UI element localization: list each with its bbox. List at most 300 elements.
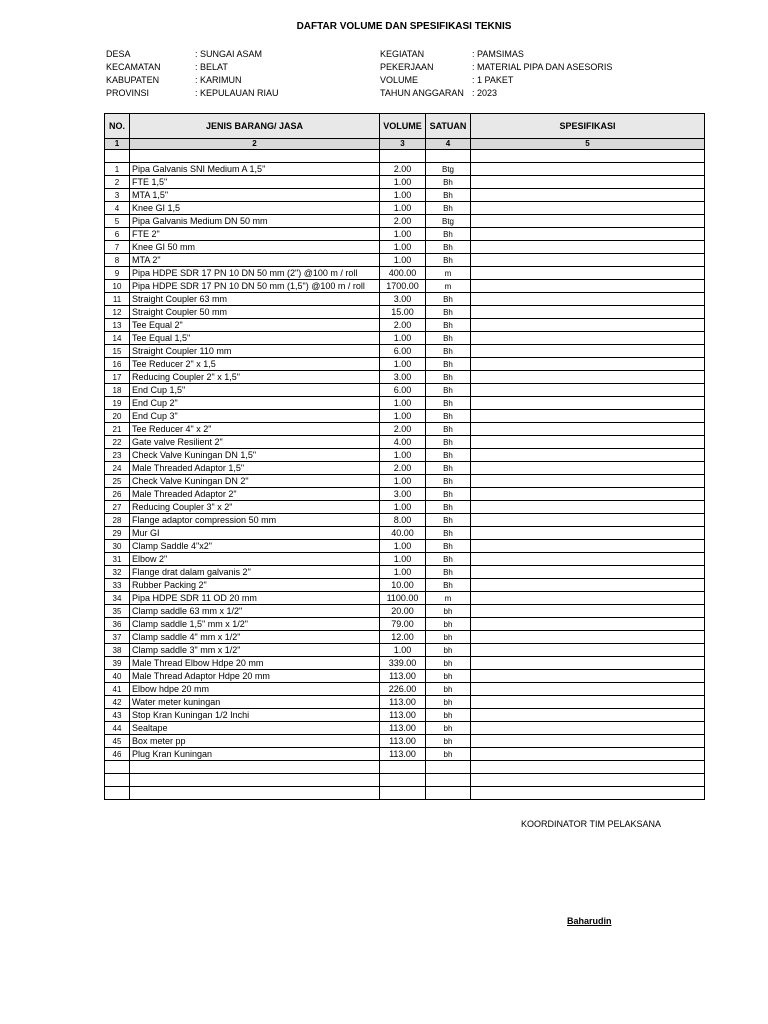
item-volume: 20.00 xyxy=(380,605,426,618)
item-unit: bh xyxy=(426,618,471,631)
row-number: 25 xyxy=(105,475,130,488)
item-volume: 1.00 xyxy=(380,553,426,566)
row-number: 23 xyxy=(105,449,130,462)
item-unit: Bh xyxy=(426,527,471,540)
item-unit: Bh xyxy=(426,514,471,527)
item-unit: Bh xyxy=(426,345,471,358)
item-name: Check Valve Kuningan DN 1,5" xyxy=(130,449,380,462)
row-number: 7 xyxy=(105,241,130,254)
item-spec xyxy=(471,202,705,215)
item-name: Straight Coupler 110 mm xyxy=(130,345,380,358)
row-number: 22 xyxy=(105,436,130,449)
item-name: Elbow 2" xyxy=(130,553,380,566)
table-row xyxy=(105,332,705,345)
table-row xyxy=(105,735,705,748)
item-name: Tee Reducer 4" x 2" xyxy=(130,423,380,436)
meta-value: : SUNGAI ASAM xyxy=(195,49,263,59)
item-volume: 400.00 xyxy=(380,267,426,280)
meta-label: TAHUN ANGGARAN xyxy=(380,88,464,98)
item-name: Gate valve Resilient 2" xyxy=(130,436,380,449)
table-row xyxy=(105,631,705,644)
item-volume: 339.00 xyxy=(380,657,426,670)
item-unit: Bh xyxy=(426,423,471,436)
item-name: Flange drat dalam galvanis 2" xyxy=(130,566,380,579)
item-volume: 10.00 xyxy=(380,579,426,592)
item-unit: bh xyxy=(426,631,471,644)
row-number: 36 xyxy=(105,618,130,631)
table-row xyxy=(105,709,705,722)
table-row xyxy=(105,579,705,592)
column-number-row xyxy=(105,139,705,150)
item-unit: Bh xyxy=(426,397,471,410)
meta-right xyxy=(380,48,612,100)
table-row xyxy=(105,176,705,189)
column-number: 5 xyxy=(471,139,705,150)
meta-label: KECAMATAN xyxy=(106,62,161,72)
row-number: 27 xyxy=(105,501,130,514)
item-volume: 226.00 xyxy=(380,683,426,696)
item-name: Clamp saddle 63 mm x 1/2" xyxy=(130,605,380,618)
table-row xyxy=(105,501,705,514)
table-row xyxy=(105,553,705,566)
item-unit: bh xyxy=(426,748,471,761)
item-unit: bh xyxy=(426,670,471,683)
item-unit: m xyxy=(426,280,471,293)
item-spec xyxy=(471,410,705,423)
table-row xyxy=(105,527,705,540)
item-unit: Bh xyxy=(426,202,471,215)
item-name: End Cup 3" xyxy=(130,410,380,423)
item-spec xyxy=(471,605,705,618)
item-name: MTA 2" xyxy=(130,254,380,267)
item-unit: bh xyxy=(426,696,471,709)
table-row xyxy=(105,345,705,358)
item-unit: Bh xyxy=(426,462,471,475)
item-unit: Bh xyxy=(426,553,471,566)
table-row xyxy=(105,592,705,605)
item-spec xyxy=(471,319,705,332)
row-number: 17 xyxy=(105,371,130,384)
item-name: Reducing Coupler 2" x 1,5" xyxy=(130,371,380,384)
item-unit: Bh xyxy=(426,371,471,384)
row-number: 43 xyxy=(105,709,130,722)
item-unit: Bh xyxy=(426,293,471,306)
item-volume: 113.00 xyxy=(380,709,426,722)
item-spec xyxy=(471,163,705,176)
item-spec xyxy=(471,631,705,644)
item-unit: Bh xyxy=(426,566,471,579)
row-number: 16 xyxy=(105,358,130,371)
row-number: 11 xyxy=(105,293,130,306)
item-unit: Bh xyxy=(426,384,471,397)
item-name: Clamp Saddle 4"x2" xyxy=(130,540,380,553)
item-spec xyxy=(471,644,705,657)
item-name: Male Threaded Adaptor 1,5" xyxy=(130,462,380,475)
meta-value: : PAMSIMAS xyxy=(472,49,524,59)
item-volume: 1.00 xyxy=(380,449,426,462)
item-unit: Bh xyxy=(426,189,471,202)
item-spec xyxy=(471,423,705,436)
meta-label: KEGIATAN xyxy=(380,49,425,59)
item-unit: Bh xyxy=(426,501,471,514)
item-spec xyxy=(471,189,705,202)
item-spec xyxy=(471,228,705,241)
item-unit: Bh xyxy=(426,475,471,488)
meta-value: : 2023 xyxy=(472,88,498,98)
row-number: 9 xyxy=(105,267,130,280)
row-number: 10 xyxy=(105,280,130,293)
table-row xyxy=(105,306,705,319)
item-spec xyxy=(471,436,705,449)
table-row xyxy=(105,293,705,306)
item-volume: 1.00 xyxy=(380,566,426,579)
row-number: 18 xyxy=(105,384,130,397)
row-number: 12 xyxy=(105,306,130,319)
table-row xyxy=(105,189,705,202)
item-volume: 2.00 xyxy=(380,215,426,228)
table-row xyxy=(105,657,705,670)
table-row xyxy=(105,462,705,475)
item-volume: 1.00 xyxy=(380,410,426,423)
column-number: 4 xyxy=(426,139,471,150)
item-unit: bh xyxy=(426,605,471,618)
item-spec xyxy=(471,501,705,514)
table-row xyxy=(105,618,705,631)
item-name: Tee Reducer 2" x 1,5 xyxy=(130,358,380,371)
blank-row xyxy=(105,787,705,800)
row-number: 45 xyxy=(105,735,130,748)
item-unit: bh xyxy=(426,709,471,722)
item-spec xyxy=(471,683,705,696)
table-row xyxy=(105,228,705,241)
table-row xyxy=(105,449,705,462)
item-name: Pipa HDPE SDR 17 PN 10 DN 50 mm (1,5") @100 m / roll xyxy=(130,280,380,293)
meta-value: : MATERIAL PIPA DAN ASESORIS xyxy=(472,62,613,72)
item-name: Reducing Coupler 3" x 2" xyxy=(130,501,380,514)
table-row xyxy=(105,605,705,618)
item-volume: 12.00 xyxy=(380,631,426,644)
item-unit: Btg xyxy=(426,163,471,176)
row-number: 31 xyxy=(105,553,130,566)
row-number: 15 xyxy=(105,345,130,358)
item-spec xyxy=(471,306,705,319)
item-name: Check Valve Kuningan DN 2" xyxy=(130,475,380,488)
item-volume: 2.00 xyxy=(380,163,426,176)
column-number: 1 xyxy=(105,139,130,150)
item-unit: Bh xyxy=(426,228,471,241)
item-volume: 1.00 xyxy=(380,202,426,215)
table-row xyxy=(105,202,705,215)
item-volume: 1.00 xyxy=(380,540,426,553)
item-name: Tee Equal 2" xyxy=(130,319,380,332)
item-spec xyxy=(471,722,705,735)
item-volume: 1.00 xyxy=(380,189,426,202)
item-spec xyxy=(471,397,705,410)
item-unit: bh xyxy=(426,683,471,696)
row-number: 26 xyxy=(105,488,130,501)
meta-label: DESA xyxy=(106,49,131,59)
item-spec xyxy=(471,384,705,397)
item-name: FTE 2" xyxy=(130,228,380,241)
item-name: Male Threaded Adaptor 2" xyxy=(130,488,380,501)
table-row xyxy=(105,280,705,293)
row-number: 21 xyxy=(105,423,130,436)
item-spec xyxy=(471,462,705,475)
table-row xyxy=(105,722,705,735)
item-volume: 15.00 xyxy=(380,306,426,319)
item-unit: Bh xyxy=(426,332,471,345)
header-spec: SPESIFIKASI xyxy=(471,114,705,139)
item-volume: 1.00 xyxy=(380,241,426,254)
item-name: MTA 1,5" xyxy=(130,189,380,202)
item-unit: Bh xyxy=(426,449,471,462)
item-name: FTE 1,5" xyxy=(130,176,380,189)
meta-value: : 1 PAKET xyxy=(472,75,514,85)
blank-row xyxy=(105,774,705,787)
item-name: End Cup 2" xyxy=(130,397,380,410)
header-no: NO. xyxy=(105,114,130,139)
item-name: Flange adaptor compression 50 mm xyxy=(130,514,380,527)
item-name: Male Thread Adaptor Hdpe 20 mm xyxy=(130,670,380,683)
row-number: 30 xyxy=(105,540,130,553)
item-volume: 3.00 xyxy=(380,371,426,384)
item-volume: 1700.00 xyxy=(380,280,426,293)
item-spec xyxy=(471,657,705,670)
item-spec xyxy=(471,345,705,358)
item-unit: bh xyxy=(426,644,471,657)
column-number: 3 xyxy=(380,139,426,150)
item-spec xyxy=(471,553,705,566)
item-name: Plug Kran Kuningan xyxy=(130,748,380,761)
item-spec xyxy=(471,592,705,605)
item-unit: Bh xyxy=(426,540,471,553)
column-number: 2 xyxy=(130,139,380,150)
item-name: Pipa HDPE SDR 11 OD 20 mm xyxy=(130,592,380,605)
item-spec xyxy=(471,540,705,553)
item-unit: Bh xyxy=(426,410,471,423)
row-number: 8 xyxy=(105,254,130,267)
item-volume: 8.00 xyxy=(380,514,426,527)
item-spec xyxy=(471,280,705,293)
item-unit: Bh xyxy=(426,306,471,319)
item-volume: 1.00 xyxy=(380,228,426,241)
item-unit: Bh xyxy=(426,358,471,371)
item-name: Rubber Packing 2" xyxy=(130,579,380,592)
row-number: 24 xyxy=(105,462,130,475)
coordinator-label: KOORDINATOR TIM PELAKSANA xyxy=(521,819,662,829)
item-unit: Bh xyxy=(426,241,471,254)
blank-row xyxy=(105,150,705,163)
item-spec xyxy=(471,358,705,371)
table-row xyxy=(105,241,705,254)
item-name: Mur GI xyxy=(130,527,380,540)
row-number: 46 xyxy=(105,748,130,761)
item-unit: Bh xyxy=(426,319,471,332)
table-row xyxy=(105,371,705,384)
table-row xyxy=(105,683,705,696)
item-volume: 3.00 xyxy=(380,293,426,306)
row-number: 40 xyxy=(105,670,130,683)
row-number: 38 xyxy=(105,644,130,657)
table-row xyxy=(105,423,705,436)
item-spec xyxy=(471,254,705,267)
table-row xyxy=(105,748,705,761)
row-number: 5 xyxy=(105,215,130,228)
meta-label: KABUPATEN xyxy=(106,75,160,85)
item-volume: 40.00 xyxy=(380,527,426,540)
item-spec xyxy=(471,514,705,527)
table-row xyxy=(105,163,705,176)
item-spec xyxy=(471,293,705,306)
item-unit: bh xyxy=(426,657,471,670)
item-unit: Bh xyxy=(426,488,471,501)
item-name: End Cup 1,5" xyxy=(130,384,380,397)
row-number: 14 xyxy=(105,332,130,345)
item-name: Straight Coupler 50 mm xyxy=(130,306,380,319)
table-row xyxy=(105,436,705,449)
item-spec xyxy=(471,371,705,384)
item-spec xyxy=(471,670,705,683)
meta-left xyxy=(106,48,279,100)
item-volume: 2.00 xyxy=(380,319,426,332)
table-row xyxy=(105,319,705,332)
item-spec xyxy=(471,488,705,501)
row-number: 1 xyxy=(105,163,130,176)
item-name: Sealtape xyxy=(130,722,380,735)
item-unit: Bh xyxy=(426,436,471,449)
row-number: 19 xyxy=(105,397,130,410)
item-name: Pipa Galvanis SNI Medium A 1,5" xyxy=(130,163,380,176)
row-number: 39 xyxy=(105,657,130,670)
table-row xyxy=(105,514,705,527)
row-number: 2 xyxy=(105,176,130,189)
row-number: 28 xyxy=(105,514,130,527)
item-spec xyxy=(471,709,705,722)
item-spec xyxy=(471,748,705,761)
row-number: 44 xyxy=(105,722,130,735)
row-number: 42 xyxy=(105,696,130,709)
item-spec xyxy=(471,332,705,345)
item-spec xyxy=(471,267,705,280)
meta-value: : BELAT xyxy=(195,62,228,72)
item-volume: 4.00 xyxy=(380,436,426,449)
item-spec xyxy=(471,566,705,579)
item-volume: 1.00 xyxy=(380,501,426,514)
row-number: 34 xyxy=(105,592,130,605)
row-number: 29 xyxy=(105,527,130,540)
item-spec xyxy=(471,449,705,462)
item-volume: 6.00 xyxy=(380,345,426,358)
meta-label: PEKERJAAN xyxy=(380,62,434,72)
table-row xyxy=(105,358,705,371)
table-row xyxy=(105,215,705,228)
item-name: Water meter kuningan xyxy=(130,696,380,709)
table-row xyxy=(105,267,705,280)
item-name: Clamp saddle 4" mm x 1/2" xyxy=(130,631,380,644)
item-spec xyxy=(471,735,705,748)
item-unit: Bh xyxy=(426,254,471,267)
meta-value: : KARIMUN xyxy=(195,75,242,85)
item-volume: 3.00 xyxy=(380,488,426,501)
item-name: Pipa HDPE SDR 17 PN 10 DN 50 mm (2") @100 m / roll xyxy=(130,267,380,280)
item-name: Male Thread Elbow Hdpe 20 mm xyxy=(130,657,380,670)
table-row xyxy=(105,566,705,579)
item-spec xyxy=(471,579,705,592)
meta-label: PROVINSI xyxy=(106,88,150,98)
item-unit: bh xyxy=(426,735,471,748)
item-volume: 113.00 xyxy=(380,735,426,748)
item-spec xyxy=(471,475,705,488)
item-volume: 113.00 xyxy=(380,748,426,761)
item-volume: 1.00 xyxy=(380,254,426,267)
header-unit: SATUAN xyxy=(426,114,471,139)
item-name: Knee GI 1,5 xyxy=(130,202,380,215)
item-volume: 1100.00 xyxy=(380,592,426,605)
item-unit: Bh xyxy=(426,579,471,592)
table-row xyxy=(105,670,705,683)
item-volume: 2.00 xyxy=(380,462,426,475)
item-name: Elbow hdpe 20 mm xyxy=(130,683,380,696)
item-spec xyxy=(471,618,705,631)
specification-table xyxy=(104,113,705,800)
table-row xyxy=(105,540,705,553)
item-spec xyxy=(471,176,705,189)
table-row xyxy=(105,475,705,488)
header-item: JENIS BARANG/ JASA xyxy=(130,114,380,139)
item-name: Tee Equal 1,5" xyxy=(130,332,380,345)
signatory-name: Baharudin xyxy=(567,916,612,926)
row-number: 20 xyxy=(105,410,130,423)
table-row xyxy=(105,254,705,267)
blank-row xyxy=(105,761,705,774)
item-volume: 6.00 xyxy=(380,384,426,397)
item-name: Straight Coupler 63 mm xyxy=(130,293,380,306)
row-number: 37 xyxy=(105,631,130,644)
table-row xyxy=(105,644,705,657)
row-number: 35 xyxy=(105,605,130,618)
item-volume: 1.00 xyxy=(380,644,426,657)
item-unit: m xyxy=(426,592,471,605)
row-number: 32 xyxy=(105,566,130,579)
item-spec xyxy=(471,215,705,228)
item-volume: 1.00 xyxy=(380,475,426,488)
item-name: Clamp saddle 1,5" mm x 1/2" xyxy=(130,618,380,631)
item-unit: bh xyxy=(426,722,471,735)
header-volume: VOLUME xyxy=(380,114,426,139)
table-header-row xyxy=(105,114,705,139)
item-spec xyxy=(471,241,705,254)
item-name: Stop Kran Kuningan 1/2 Inchi xyxy=(130,709,380,722)
row-number: 3 xyxy=(105,189,130,202)
item-name: Knee GI 50 mm xyxy=(130,241,380,254)
table-row xyxy=(105,696,705,709)
item-name: Clamp saddle 3" mm x 1/2" xyxy=(130,644,380,657)
item-unit: Btg xyxy=(426,215,471,228)
row-number: 6 xyxy=(105,228,130,241)
item-volume: 2.00 xyxy=(380,423,426,436)
meta-label: VOLUME xyxy=(380,75,419,85)
item-volume: 79.00 xyxy=(380,618,426,631)
meta-value: : KEPULAUAN RIAU xyxy=(195,88,279,98)
table-row xyxy=(105,410,705,423)
item-name: Pipa Galvanis Medium DN 50 mm xyxy=(130,215,380,228)
table-row xyxy=(105,397,705,410)
item-volume: 1.00 xyxy=(380,358,426,371)
row-number: 4 xyxy=(105,202,130,215)
item-volume: 113.00 xyxy=(380,670,426,683)
document-title: DAFTAR VOLUME DAN SPESIFIKASI TEKNIS xyxy=(296,21,512,32)
item-name: Box meter pp xyxy=(130,735,380,748)
